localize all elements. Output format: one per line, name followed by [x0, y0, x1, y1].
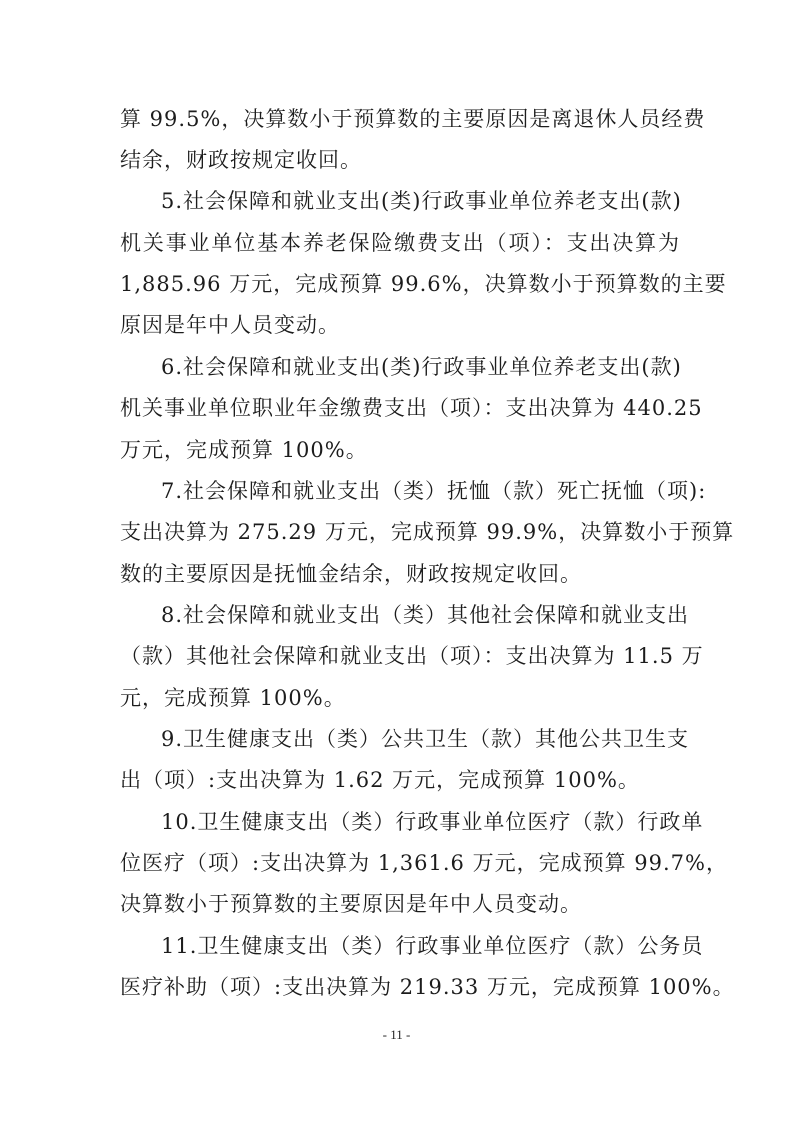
text-line: 万元，完成预算 100%。 — [120, 438, 368, 462]
text-line: 机关事业单位职业年金缴费支出（项）：支出决算为 440.25 — [120, 396, 703, 420]
text-line: 支出决算为 275.29 万元，完成预算 99.9%，决算数小于预算 — [120, 520, 735, 544]
text-line: 原因是年中人员变动。 — [120, 313, 340, 337]
text-line: 决算数小于预算数的主要原因是年中人员变动。 — [120, 892, 582, 916]
text-line: 结余，财政按规定收回。 — [120, 148, 362, 172]
text-line: 1,885.96 万元，完成预算 99.6%，决算数小于预算数的主要 — [120, 272, 727, 296]
text-line: 8.社会保障和就业支出（类）其他社会保障和就业支出 — [161, 603, 690, 627]
text-line: 机关事业单位基本养老保险缴费支出（项）：支出决算为 — [120, 231, 680, 255]
text-line: 9.卫生健康支出（类）公共卫生（款）其他公共卫生支 — [161, 727, 690, 751]
text-line: 10.卫生健康支出（类）行政事业单位医疗（款）行政单 — [161, 810, 704, 834]
text-line: 7.社会保障和就业支出（类）抚恤（款）死亡抚恤（项): — [161, 479, 707, 503]
text-line: 数的主要原因是抚恤金结余，财政按规定收回。 — [120, 562, 582, 586]
text-line: 出（项）:支出决算为 1.62 万元，完成预算 100%。 — [120, 768, 640, 792]
text-line: 医疗补助（项）:支出决算为 219.33 万元，完成预算 100%。 — [120, 975, 735, 999]
text-line: 5.社会保障和就业支出(类)行政事业单位养老支出(款) — [161, 189, 682, 213]
text-line: 元，完成预算 100%。 — [120, 686, 346, 710]
text-line: 位医疗（项）:支出决算为 1,361.6 万元，完成预算 99.7%， — [120, 851, 728, 875]
text-line: 算 99.5%，决算数小于预算数的主要原因是离退休人员经费 — [120, 107, 706, 131]
text-line: 11.卫生健康支出（类）行政事业单位医疗（款）公务员 — [161, 934, 704, 958]
page-number: - 11 - — [382, 1027, 411, 1042]
text-line: （款）其他社会保障和就业支出（项）：支出决算为 11.5 万 — [120, 644, 704, 668]
text-line: 6.社会保障和就业支出(类)行政事业单位养老支出(款) — [161, 355, 682, 379]
